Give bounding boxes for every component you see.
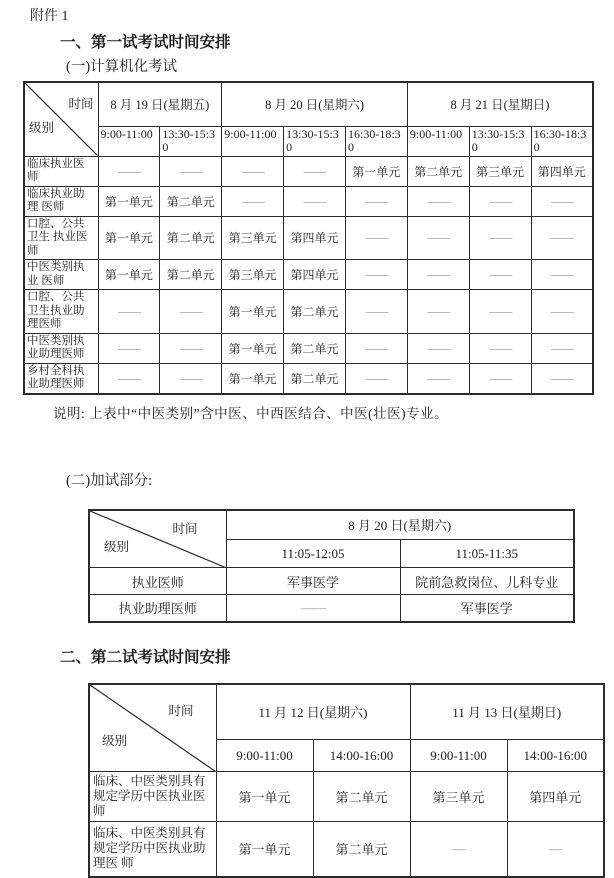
time-header-cell: 13:30-15:30 <box>284 126 346 156</box>
table-row <box>24 186 593 216</box>
table-row <box>89 568 574 595</box>
schedule-cell: — <box>410 822 507 877</box>
corner-level-label: 级别 <box>104 540 130 554</box>
row-label-cell: 临床执业医师 <box>24 156 98 186</box>
schedule-cell: 第四单元 <box>531 156 593 186</box>
table-row <box>24 290 593 334</box>
table-row <box>89 822 604 877</box>
schedule-cell: —— <box>160 333 222 363</box>
date-header-cell: 11 月 13 日(星期日) <box>410 684 604 740</box>
schedule-cell: 第三单元 <box>410 772 507 822</box>
time-header-cell: 9:00-11:00 <box>216 740 313 772</box>
time-header-cell: 14:00-16:00 <box>313 740 410 772</box>
schedule-cell: —— <box>407 363 469 394</box>
time-header-cell: 16:30-18:30 <box>531 126 593 156</box>
time-header-cell: 14:00-16:00 <box>507 740 604 772</box>
schedule-cell: 第二单元 <box>160 216 222 260</box>
schedule-cell: —— <box>469 363 531 394</box>
schedule-cell: —— <box>222 186 284 216</box>
additional-test-table <box>88 509 575 623</box>
table-row-date-header <box>24 82 593 126</box>
row-label-cell: 执业医师 <box>89 568 226 595</box>
schedule-cell: —— <box>222 156 284 186</box>
section2-heading: 二、第二试考试时间安排 <box>60 648 231 666</box>
schedule-cell: 第二单元 <box>160 186 222 216</box>
schedule-cell: —— <box>407 333 469 363</box>
schedule-cell: 第一单元 <box>98 260 160 290</box>
table-row-date-header <box>89 510 574 540</box>
row-label-cell: 乡村全科执业助理医师 <box>24 363 98 394</box>
schedule-cell: —— <box>531 290 593 334</box>
time-header-cell: 11:05-12:05 <box>226 540 400 568</box>
schedule-cell: —— <box>284 156 346 186</box>
schedule-cell: 第一单元 <box>216 772 313 822</box>
schedule-cell: 军事医学 <box>226 568 400 595</box>
time-header-cell: 9:00-11:00 <box>410 740 507 772</box>
section1-heading: 一、第一试考试时间安排 <box>60 34 231 51</box>
schedule-cell: —— <box>226 595 400 622</box>
schedule-cell: 第二单元 <box>284 333 346 363</box>
row-label-cell: 中医类别执业 医师 <box>24 260 98 290</box>
section1-sub1-heading: (一)计算机化考试 <box>66 59 178 75</box>
schedule-cell: —— <box>346 186 408 216</box>
schedule-cell: —— <box>346 260 408 290</box>
row-label-cell: 中医类别执业助理医师 <box>24 333 98 363</box>
corner-level-label: 级别 <box>102 734 128 748</box>
table-row <box>24 216 593 260</box>
schedule-cell: 第二单元 <box>407 156 469 186</box>
schedule-cell: —— <box>531 216 593 260</box>
row-label-cell: 口腔、公共卫生 执业医师 <box>24 216 98 260</box>
schedule-cell: —— <box>469 216 531 260</box>
schedule-cell: 第二单元 <box>313 772 410 822</box>
diagonal-line <box>90 685 216 772</box>
time-header-cell: 9:00-11:00 <box>222 126 284 156</box>
schedule-cell: 第二单元 <box>160 260 222 290</box>
schedule-cell: —— <box>346 333 408 363</box>
date-header-cell: 8 月 19 日(星期五) <box>98 82 222 126</box>
schedule-cell: 第四单元 <box>507 772 604 822</box>
table-row-date-header <box>89 684 604 740</box>
row-label-cell: 口腔、公共卫生执业助理医师 <box>24 290 98 334</box>
schedule-cell: 第一单元 <box>98 186 160 216</box>
schedule-cell: —— <box>346 363 408 394</box>
schedule-cell: 第一单元 <box>98 216 160 260</box>
schedule-cell: —— <box>407 290 469 334</box>
table-row <box>89 772 604 822</box>
schedule-cell: 第二单元 <box>284 363 346 394</box>
corner-cell <box>89 510 226 568</box>
corner-cell <box>89 684 216 772</box>
table1-note: 说明: 上表中“中医类别”含中医、中西医结合、中医(壮医)专业。 <box>53 405 449 421</box>
schedule-cell: 第三单元 <box>222 216 284 260</box>
schedule-cell: —— <box>469 290 531 334</box>
schedule-cell: —— <box>160 290 222 334</box>
schedule-cell: —— <box>160 156 222 186</box>
computerized-exam-schedule-table <box>23 81 594 395</box>
schedule-cell: —— <box>98 156 160 186</box>
table-row-time-header <box>24 126 593 156</box>
row-label-cell: 执业助理医师 <box>89 595 226 622</box>
schedule-cell: —— <box>531 363 593 394</box>
schedule-cell: —— <box>284 186 346 216</box>
schedule-cell: 第一单元 <box>222 290 284 334</box>
schedule-cell: —— <box>469 260 531 290</box>
schedule-cell: 第一单元 <box>222 363 284 394</box>
table-row <box>89 595 574 622</box>
corner-time-label: 时间 <box>68 97 94 111</box>
schedule-cell: —— <box>407 186 469 216</box>
attachment-label: 附件 1 <box>30 9 69 24</box>
table-row <box>24 363 593 394</box>
second-exam-schedule-table <box>88 683 605 878</box>
schedule-cell: —— <box>531 260 593 290</box>
schedule-cell: —— <box>346 290 408 334</box>
row-label-cell: 临床执业助理 医师 <box>24 186 98 216</box>
schedule-cell: 第三单元 <box>222 260 284 290</box>
schedule-cell: 第三单元 <box>469 156 531 186</box>
schedule-cell: — <box>507 822 604 877</box>
row-label-cell: 临床、中医类别具有规定学历中医执业助理医 师 <box>89 822 216 877</box>
schedule-cell: —— <box>160 363 222 394</box>
time-header-cell: 16:30-18:30 <box>346 126 408 156</box>
time-header-cell: 11:05-11:35 <box>400 540 574 568</box>
date-header-cell: 8 月 21 日(星期日) <box>407 82 593 126</box>
row-label-cell: 临床、中医类别具有规定学历中医执业医师 <box>89 772 216 822</box>
schedule-cell: 第一单元 <box>222 333 284 363</box>
corner-time-label: 时间 <box>168 703 194 718</box>
table-row <box>24 333 593 363</box>
section1-sub2-heading: (二)加试部分: <box>66 472 153 489</box>
time-header-cell: 9:00-11:00 <box>98 126 160 156</box>
schedule-cell: 第一单元 <box>346 156 408 186</box>
schedule-cell: 院前急救岗位、儿科专业 <box>400 568 574 595</box>
table-row <box>24 156 593 186</box>
schedule-cell: 第四单元 <box>284 260 346 290</box>
schedule-cell: 第二单元 <box>284 290 346 334</box>
date-header-cell: 11 月 12 日(星期六) <box>216 684 410 740</box>
date-header-cell: 8 月 20 日(星期六) <box>222 82 408 126</box>
time-header-cell: 9:00-11:00 <box>407 126 469 156</box>
schedule-cell: —— <box>531 333 593 363</box>
schedule-cell: —— <box>407 260 469 290</box>
schedule-cell: 第四单元 <box>284 216 346 260</box>
schedule-cell: —— <box>98 290 160 334</box>
schedule-cell: —— <box>531 186 593 216</box>
schedule-cell: —— <box>346 216 408 260</box>
date-header-cell: 8 月 20 日(星期六) <box>226 510 574 540</box>
schedule-cell: 军事医学 <box>400 595 574 622</box>
schedule-cell: —— <box>407 216 469 260</box>
schedule-cell: 第一单元 <box>216 822 313 877</box>
table-row <box>24 260 593 290</box>
time-header-cell: 13:30-15:30 <box>469 126 531 156</box>
corner-time-label: 时间 <box>172 521 198 536</box>
schedule-cell: —— <box>469 333 531 363</box>
schedule-cell: —— <box>98 333 160 363</box>
time-header-cell: 13:30-15:30 <box>160 126 222 156</box>
schedule-cell: —— <box>98 363 160 394</box>
schedule-cell: —— <box>469 186 531 216</box>
schedule-cell: 第二单元 <box>313 822 410 877</box>
corner-level-label: 级别 <box>29 120 55 135</box>
corner-cell <box>24 82 98 156</box>
